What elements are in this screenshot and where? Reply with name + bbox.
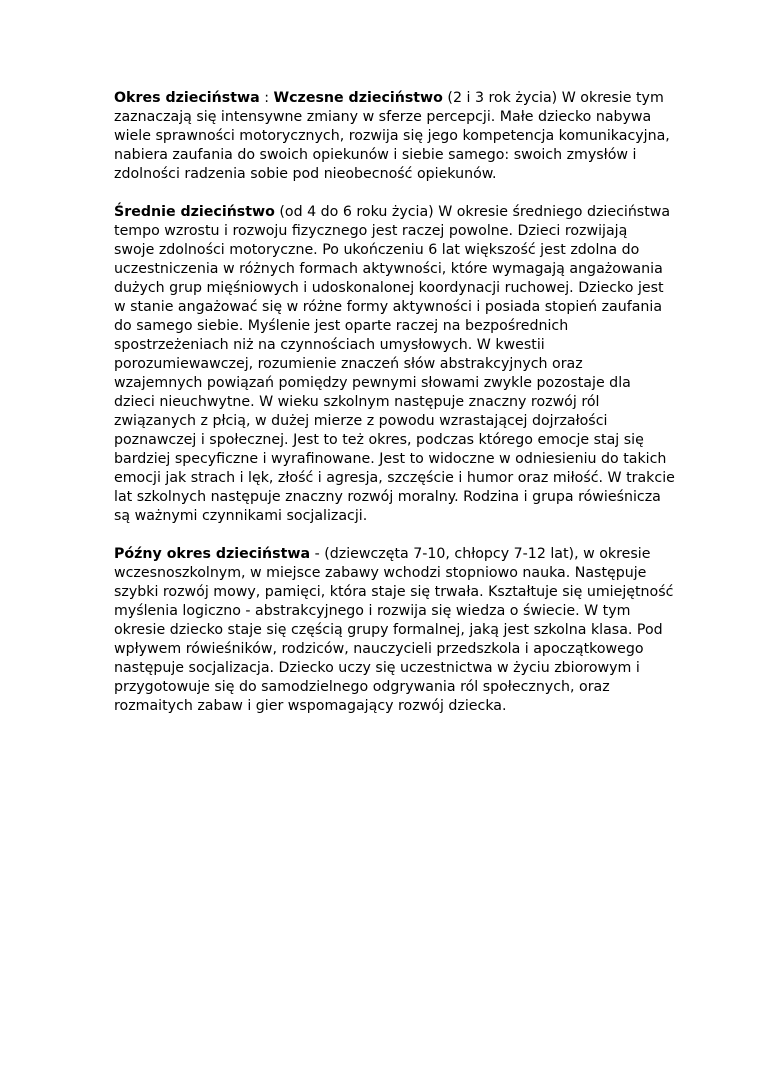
body-text: spostrzeżeniach niż na czynnościach umysłowych. W kwestii [114, 337, 545, 353]
text-line [114, 374, 674, 393]
heading-term: Późny okres dzieciństwa [114, 546, 311, 562]
body-text: są ważnymi czynnikami socjalizacji. [114, 508, 368, 524]
document-page [114, 89, 674, 735]
text-line [114, 336, 674, 355]
body-text: wczesnoszkolnym, w miejsce zabawy wchodzi stopniowo nauka. Następuje [114, 565, 647, 581]
text-line [114, 89, 674, 108]
body-text: (od 4 do 6 roku życia) W okresie średniego dzieciństwa [274, 204, 671, 220]
heading-term: Średnie dzieciństwo [114, 204, 275, 220]
text-line [114, 355, 674, 374]
body-text: szybki rozwój mowy, pamięci, która staje się trwała. Kształtuje się umiejętność [114, 584, 674, 600]
body-text: bardziej specyficzne i wyrafinowane. Jest to widoczne w odniesieniu do takich [114, 451, 667, 467]
body-text: wpływem rówieśników, rodziców, nauczycieli przedszkola i apoczątkowego [114, 641, 644, 657]
body-text: emocji jak strach i lęk, złość i agresja, szczęście i humor oraz miłość. W trakcie [114, 470, 675, 486]
text-line [114, 146, 674, 165]
text-line [114, 260, 674, 279]
text-line [114, 165, 674, 184]
body-text: przygotowuje się do samodzielnego odgrywania ról społecznych, oraz [114, 679, 610, 695]
text-line [114, 317, 674, 336]
text-line [114, 431, 674, 450]
body-text: nabiera zaufania do swoich opiekunów i siebie samego: swoich zmysłów i [114, 147, 637, 163]
text-line [114, 203, 674, 222]
text-line [114, 450, 674, 469]
text-line [114, 621, 674, 640]
text-line [114, 697, 674, 716]
text-line [114, 545, 674, 564]
body-text: w stanie angażować się w różne formy aktywności i posiada stopień zaufania [114, 299, 663, 315]
body-text: dużych grup mięśniowych i udoskonalonej koordynacji ruchowej. Dziecko jest [114, 280, 664, 296]
document-body [114, 89, 674, 716]
text-line [114, 469, 674, 488]
text-line [114, 602, 674, 621]
body-text: związanych z płcią, w dużej mierze z powodu wzrastającej dojrzałości [114, 413, 608, 429]
body-text: porozumiewawczej, rozumienie znaczeń słów abstrakcyjnych oraz [114, 356, 583, 372]
body-text: okresie dziecko staje się częścią grupy formalnej, jaką jest szkolna klasa. Pod [114, 622, 663, 638]
body-text: do samego siebie. Myślenie jest oparte raczej na bezpośrednich [114, 318, 569, 334]
body-text: rozmaitych zabaw i gier wspomagający rozwój dziecka. [114, 698, 507, 714]
body-text: zdolności radzenia sobie pod nieobecność opiekunów. [114, 166, 497, 182]
text-line [114, 659, 674, 678]
text-line [114, 279, 674, 298]
paragraph-early-childhood [114, 89, 674, 184]
body-text: wiele sprawności motorycznych, rozwija się jego kompetencja komunikacyjna, [114, 128, 670, 144]
text-line [114, 241, 674, 260]
body-text: myślenia logiczno - abstrakcyjnego i rozwija się wiedza o świecie. W tym [114, 603, 631, 619]
text-line [114, 412, 674, 431]
body-text: zaznaczają się intensywne zmiany w sferze percepcji. Małe dziecko nabywa [114, 109, 652, 125]
text-line [114, 564, 674, 583]
text-line [114, 393, 674, 412]
text-line [114, 640, 674, 659]
text-line [114, 127, 674, 146]
body-text: tempo wzrostu i rozwoju fizycznego jest raczej powolne. Dzieci rozwijają [114, 223, 628, 239]
text-line [114, 222, 674, 241]
text-line [114, 583, 674, 602]
paragraph-middle-childhood [114, 203, 674, 526]
body-text: lat szkolnych następuje znaczny rozwój moralny. Rodzina i grupa rówieśnicza [114, 489, 661, 505]
body-text: poznawczej i społecznej. Jest to też okres, podczas którego emocje staj się [114, 432, 644, 448]
text-line [114, 678, 674, 697]
body-text: następuje socjalizacja. Dziecko uczy się uczestnictwa w życiu zbiorowym i [114, 660, 640, 676]
text-line [114, 298, 674, 317]
body-text: dzieci nieuchwytne. W wieku szkolnym następuje znaczny rozwój ról [114, 394, 600, 410]
heading-term: Wczesne dzieciństwo [273, 90, 443, 106]
body-text: uczestniczenia w różnych formach aktywności, które wymagają angażowania [114, 261, 663, 277]
heading-term: Okres dzieciństwa [114, 90, 260, 106]
text-line [114, 488, 674, 507]
body-text: wzajemnych powiązań pomiędzy pewnymi słowami zwykle pozostaje dla [114, 375, 631, 391]
body-text: : [259, 90, 274, 106]
text-line [114, 108, 674, 127]
body-text: swoje zdolności motoryczne. Po ukończeniu 6 lat większość jest zdolna do [114, 242, 640, 258]
body-text: - (dziewczęta 7-10, chłopcy 7-12 lat), w okresie [310, 546, 651, 562]
body-text: (2 i 3 rok życia) W okresie tym [442, 90, 664, 106]
paragraph-late-childhood [114, 545, 674, 716]
text-line [114, 507, 674, 526]
